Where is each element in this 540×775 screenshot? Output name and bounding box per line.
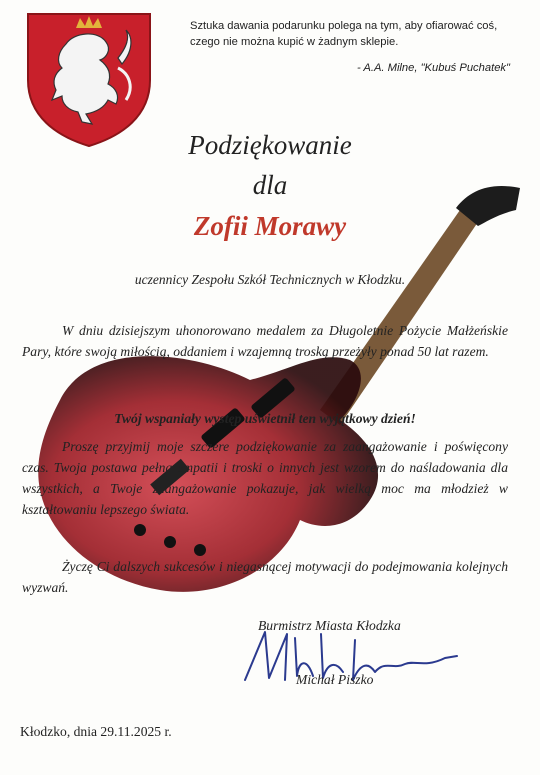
place-and-date: Kłodzko, dnia 29.11.2025 r. (20, 724, 172, 739)
lion-crest-icon (22, 8, 156, 148)
epigraph-text: Sztuka dawania podarunku polega na tym, aby ofiarować coś, czego nie można kupić w żadnym sklepie. (190, 20, 498, 48)
body-paragraph-3: Życzę Ci dalszych sukcesów i niegasnącej motywacji do podejmowania kolejnych wyzwań. (22, 559, 508, 595)
body-paragraph-2: Proszę przyjmij moje szczere podziękowanie za zaangażowanie i poświęcony czas. Twoja postawa pełna empatii i troski o innych jest wzorem do naśladowania dla wszystkich, a Twoje zaangażowanie pokazuje, jak wielką moc ma młodzież w kształtowaniu lepszego świata. (22, 439, 508, 517)
signatory-name: Michał Piszko (296, 672, 374, 687)
epigraph (190, 18, 520, 76)
recipient-name: Zofii Morawy (193, 211, 347, 241)
title-for: dla (252, 170, 288, 200)
document-title: Podziękowanie (188, 130, 352, 160)
signatory-title: Burmistrz Miasta Kłodzka (258, 618, 401, 633)
epigraph-author: - A.A. Milne, "Kubuś Puchatek" (356, 62, 510, 74)
body-highlight: Twój wspaniały występ uświetnił ten wyjątkowy dzień! (114, 411, 416, 426)
recipient-description: uczennicy Zespołu Szkół Technicznych w Kłodzku. (134, 272, 406, 287)
body-paragraph-1: W dniu dzisiejszym uhonorowano medalem za Długoletnie Pożycie Małżeńskie Pary, które swoją miłością, oddaniem i wzajemną troską przeżyły ponad 50 lat razem. (22, 323, 508, 359)
